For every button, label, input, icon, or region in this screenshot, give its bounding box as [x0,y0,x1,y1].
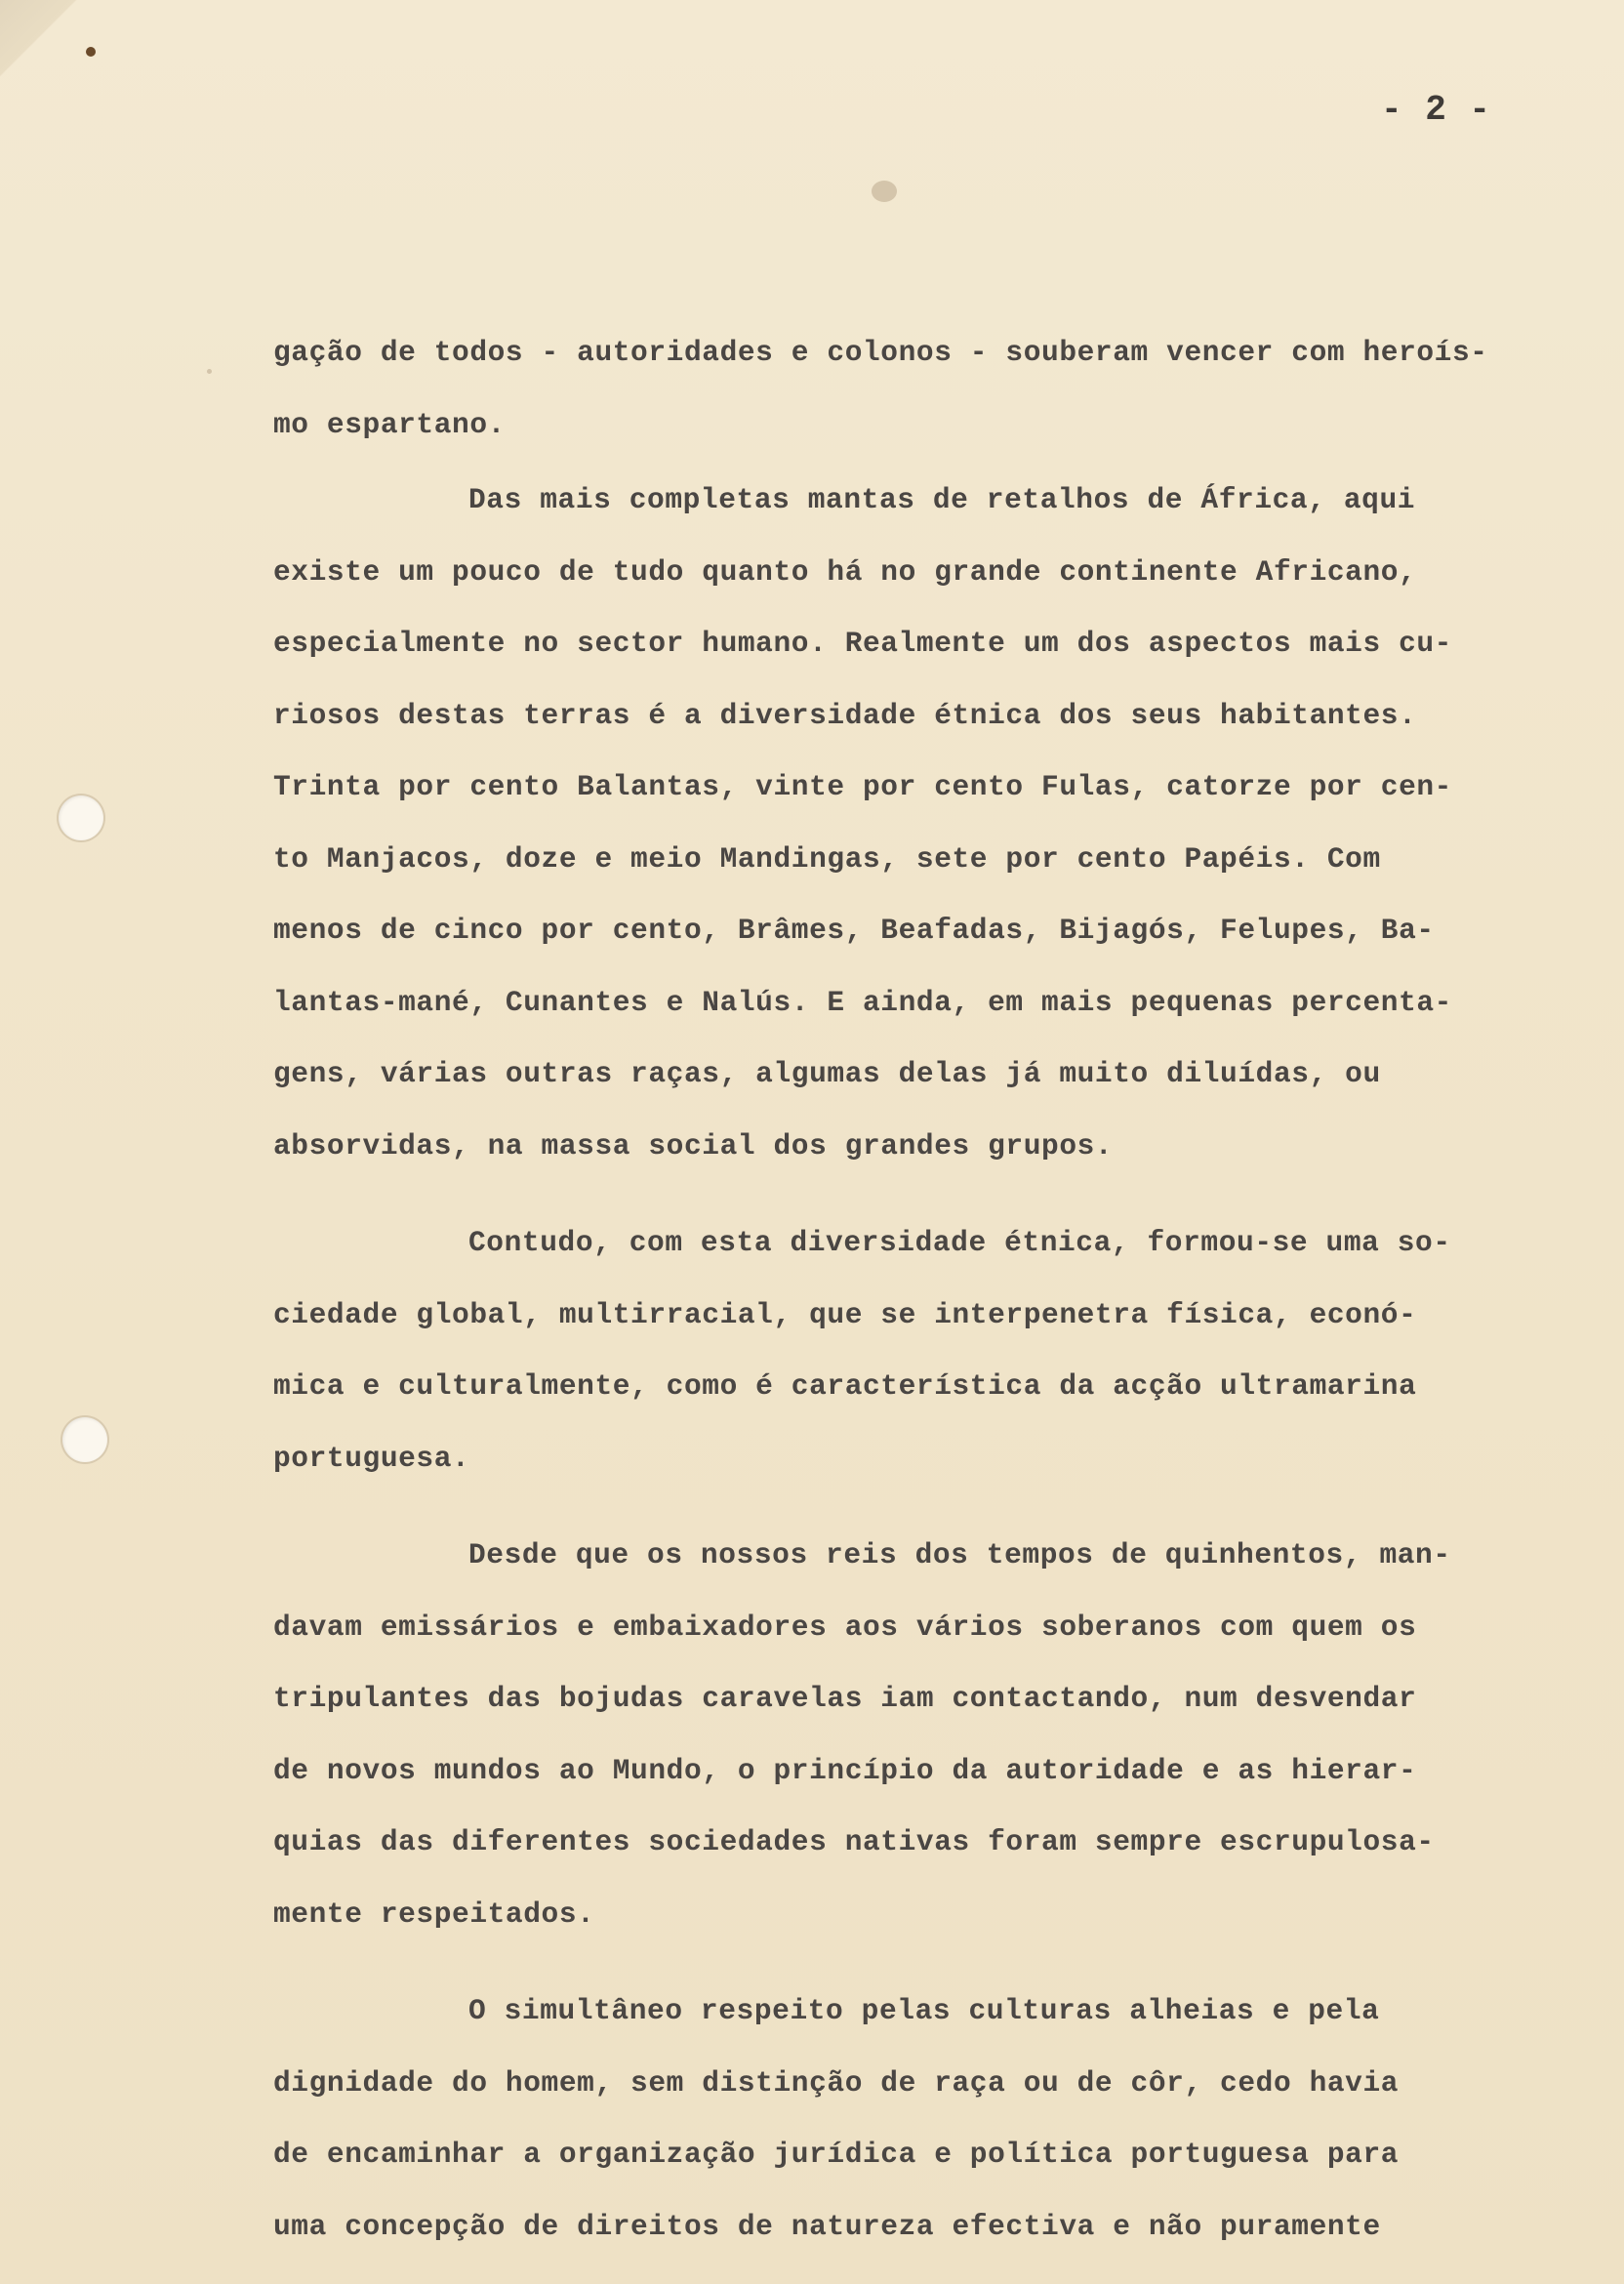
text-line: dignidade do homem, sem distinção de raça ou de côr, cedo havia [273,2065,1400,2100]
text-line: Contudo, com esta diversidade étnica, formou-se uma so- [468,1226,1451,1259]
text-line: tripulantes das bojudas caravelas iam contactando, num desvendar [273,1682,1417,1715]
text-line: especialmente no sector humano. Realmente um dos aspectos mais cu- [273,627,1452,660]
text-line: riosos destas terras é a diversidade étnica dos seus habitantes. [273,698,1417,732]
text-line: mo espartano. [273,407,506,441]
text-line: existe um pouco de tudo quanto há no grande continente Africano, [273,554,1417,589]
text-line: mica e culturalmente, como é característica da acção ultramarina [273,1369,1417,1403]
text-line: gens, várias outras raças, algumas delas já muito diluídas, ou [273,1057,1381,1090]
text-line: Das mais completas mantas de retalhos de África, aqui [468,483,1416,516]
text-line: O simultâneo respeito pelas culturas alheias e pela [468,1994,1380,2027]
paragraph-1 [273,317,1581,461]
text-line: portuguesa. [273,1441,470,1475]
text-line: menos de cinco por cento, Brâmes, Beafadas, Bijagós, Felupes, Ba- [273,914,1435,947]
paragraph-2 [273,465,1581,1182]
body-text [273,317,1581,2284]
text-line: davam emissários e embaixadores aos vários soberanos com quem os [273,1610,1417,1644]
punch-hole-bottom [62,1417,107,1462]
paper-speck [207,369,212,374]
text-line: lantas-mané, Cunantes e Nalús. E ainda, em mais pequenas percenta- [273,985,1452,1019]
text-line: to Manjacos, doze e meio Mandingas, sete por cento Papéis. Com [273,841,1381,876]
staple-mark [86,47,96,57]
text-line: de encaminhar a organização jurídica e política portuguesa para [273,2138,1400,2171]
text-line: mente respeitados. [273,1897,595,1931]
page-number: - 2 - [1381,90,1492,130]
paragraph-4 [273,1520,1581,1950]
punch-hole-top [59,795,103,840]
text-line: gação de todos - autoridades e colonos - souberam vencer com heroís- [273,336,1488,369]
paragraph-5 [273,1976,1581,2263]
paragraph-3 [273,1207,1581,1494]
text-line: quias das diferentes sociedades nativas foram sempre escrupulosa- [273,1825,1435,1858]
text-line: Desde que os nossos reis dos tempos de quinhentos, man- [468,1538,1451,1571]
text-line: uma concepção de direitos de natureza efectiva e não puramente [273,2209,1381,2243]
text-line: Trinta por cento Balantas, vinte por cento Fulas, catorze por cen- [273,770,1452,803]
paper-stain [872,181,897,202]
text-line: ciedade global, multirracial, que se interpenetra física, econó- [273,1297,1417,1331]
text-line: de novos mundos ao Mundo, o princípio da autoridade e as hierar- [273,1753,1417,1787]
text-line: absorvidas, na massa social dos grandes grupos. [273,1128,1114,1162]
